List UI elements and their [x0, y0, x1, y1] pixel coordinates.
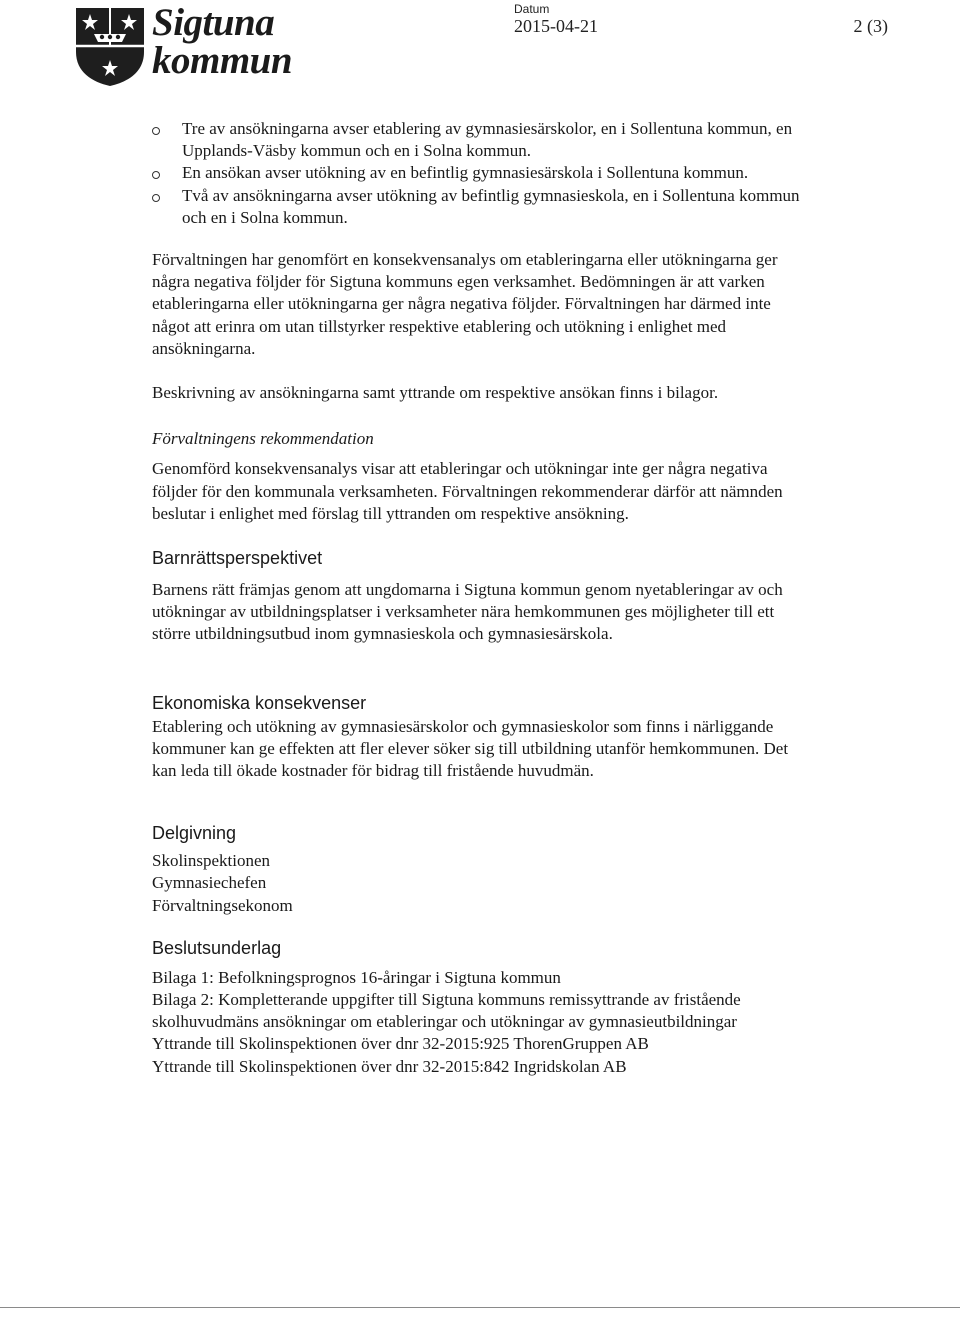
decision-basis-list [152, 967, 812, 1078]
attachments-paragraph: Beskrivning av ansökningarna samt yttrande om respektive ansökan finns i bilagor. [152, 383, 719, 403]
list-item: Yttrande till Skolinspektionen över dnr 32-2015:925 ThorenGruppen AB [152, 1034, 649, 1054]
list-item: Yttrande till Skolinspektionen över dnr 32-2015:842 Ingridskolan AB [152, 1056, 627, 1076]
list-item: Gymnasiechefen [152, 873, 267, 893]
list-item [152, 162, 812, 184]
list-item: Skolinspektionen [152, 851, 271, 871]
recommendation-heading: Förvaltningens rekommendation [152, 429, 374, 449]
list-item: Förvaltningsekonom [152, 895, 293, 915]
logo-line-1: Sigtuna [152, 1, 275, 44]
municipality-logo [72, 1, 352, 88]
bullet-icon [152, 194, 160, 202]
child-rights-paragraph: Barnens rätt främjas genom att ungdomarna i Sigtuna kommun genom nyetableringar av och utökningar av utbildningsplatser i verksamheter nära hemkommunen ges möjligheter till ett större utbildningsutbud inom gymnasieskola och gymnasiesärskola. [152, 580, 783, 644]
logo-text [152, 1, 293, 82]
distribution-heading: Delgivning [152, 823, 237, 844]
distribution-list [152, 850, 812, 917]
list-item-text: En ansökan avser utökning av en befintlig gymnasiesärskola i Sollentuna kommun. [182, 163, 749, 183]
decision-basis-heading: Beslutsunderlag [152, 937, 282, 958]
list-item-text: Tre av ansökningarna avser etablering av gymnasiesärskolor, en i Sollentuna kommun, en Upplands-Väsby kommun och en i Solna kommun. [182, 119, 793, 161]
logo-line-2: kommun [152, 39, 293, 82]
bullet-icon [152, 171, 160, 179]
recommendation-paragraph: Genomförd konsekvensanalys visar att etableringar och utökningar inte ger några negativa följder för den kommunala verksamheten. Förvaltningen rekommenderar därför att nämnden beslutar i enlighet med förslag till yttranden om respektive ansökning. [152, 459, 783, 523]
list-item: Bilaga 1: Befolkningsprognos 16-åringar i Sigtuna kommun [152, 967, 561, 987]
list-item [152, 118, 812, 162]
crest-icon [72, 6, 148, 88]
document-body [152, 118, 812, 1078]
bullet-icon [152, 127, 160, 135]
page-number: 2 (3) [853, 16, 888, 36]
economic-paragraph: Etablering och utökning av gymnasiesärskolor och gymnasieskolor som finns i närliggande kommuner kan ge effekten att fler elever söker sig till utbildning utanför hemkommunen. Det kan leda till ökade kostnader för bidrag till fristående huvudmän. [152, 716, 789, 781]
bullet-list [152, 118, 812, 229]
list-item: Bilaga 2: Kompletterande uppgifter till Sigtuna kommuns remissyttrande av fristående skolhuvudmäns ansökningar om etableringar och utökningar av gymnasieutbildningar [152, 990, 741, 1032]
list-item [152, 185, 812, 229]
date-value: 2015-04-21 [514, 16, 598, 36]
list-item-text: Två av ansökningarna avser utökning av befintlig gymnasieskola, en i Sollentuna kommun och en i Solna kommun. [182, 185, 800, 227]
date-label: Datum [514, 2, 550, 16]
analysis-paragraph: Förvaltningen har genomfört en konsekvensanalys om etableringarna eller utökningarna ger några negativa följder för Sigtuna kommuns egen verksamhet. Bedömningen är att varken etableringarna eller utökningarna ger några negativa följder. Förvaltningen har därmed inte något att erinra om utan tillstyrker respektive etablering och utökning i enlighet med ansökningarna. [152, 250, 778, 358]
footer-divider [0, 1307, 960, 1308]
child-rights-heading: Barnrättsperspektivet [152, 548, 323, 569]
economic-heading: Ekonomiska konsekvenser [152, 692, 367, 713]
